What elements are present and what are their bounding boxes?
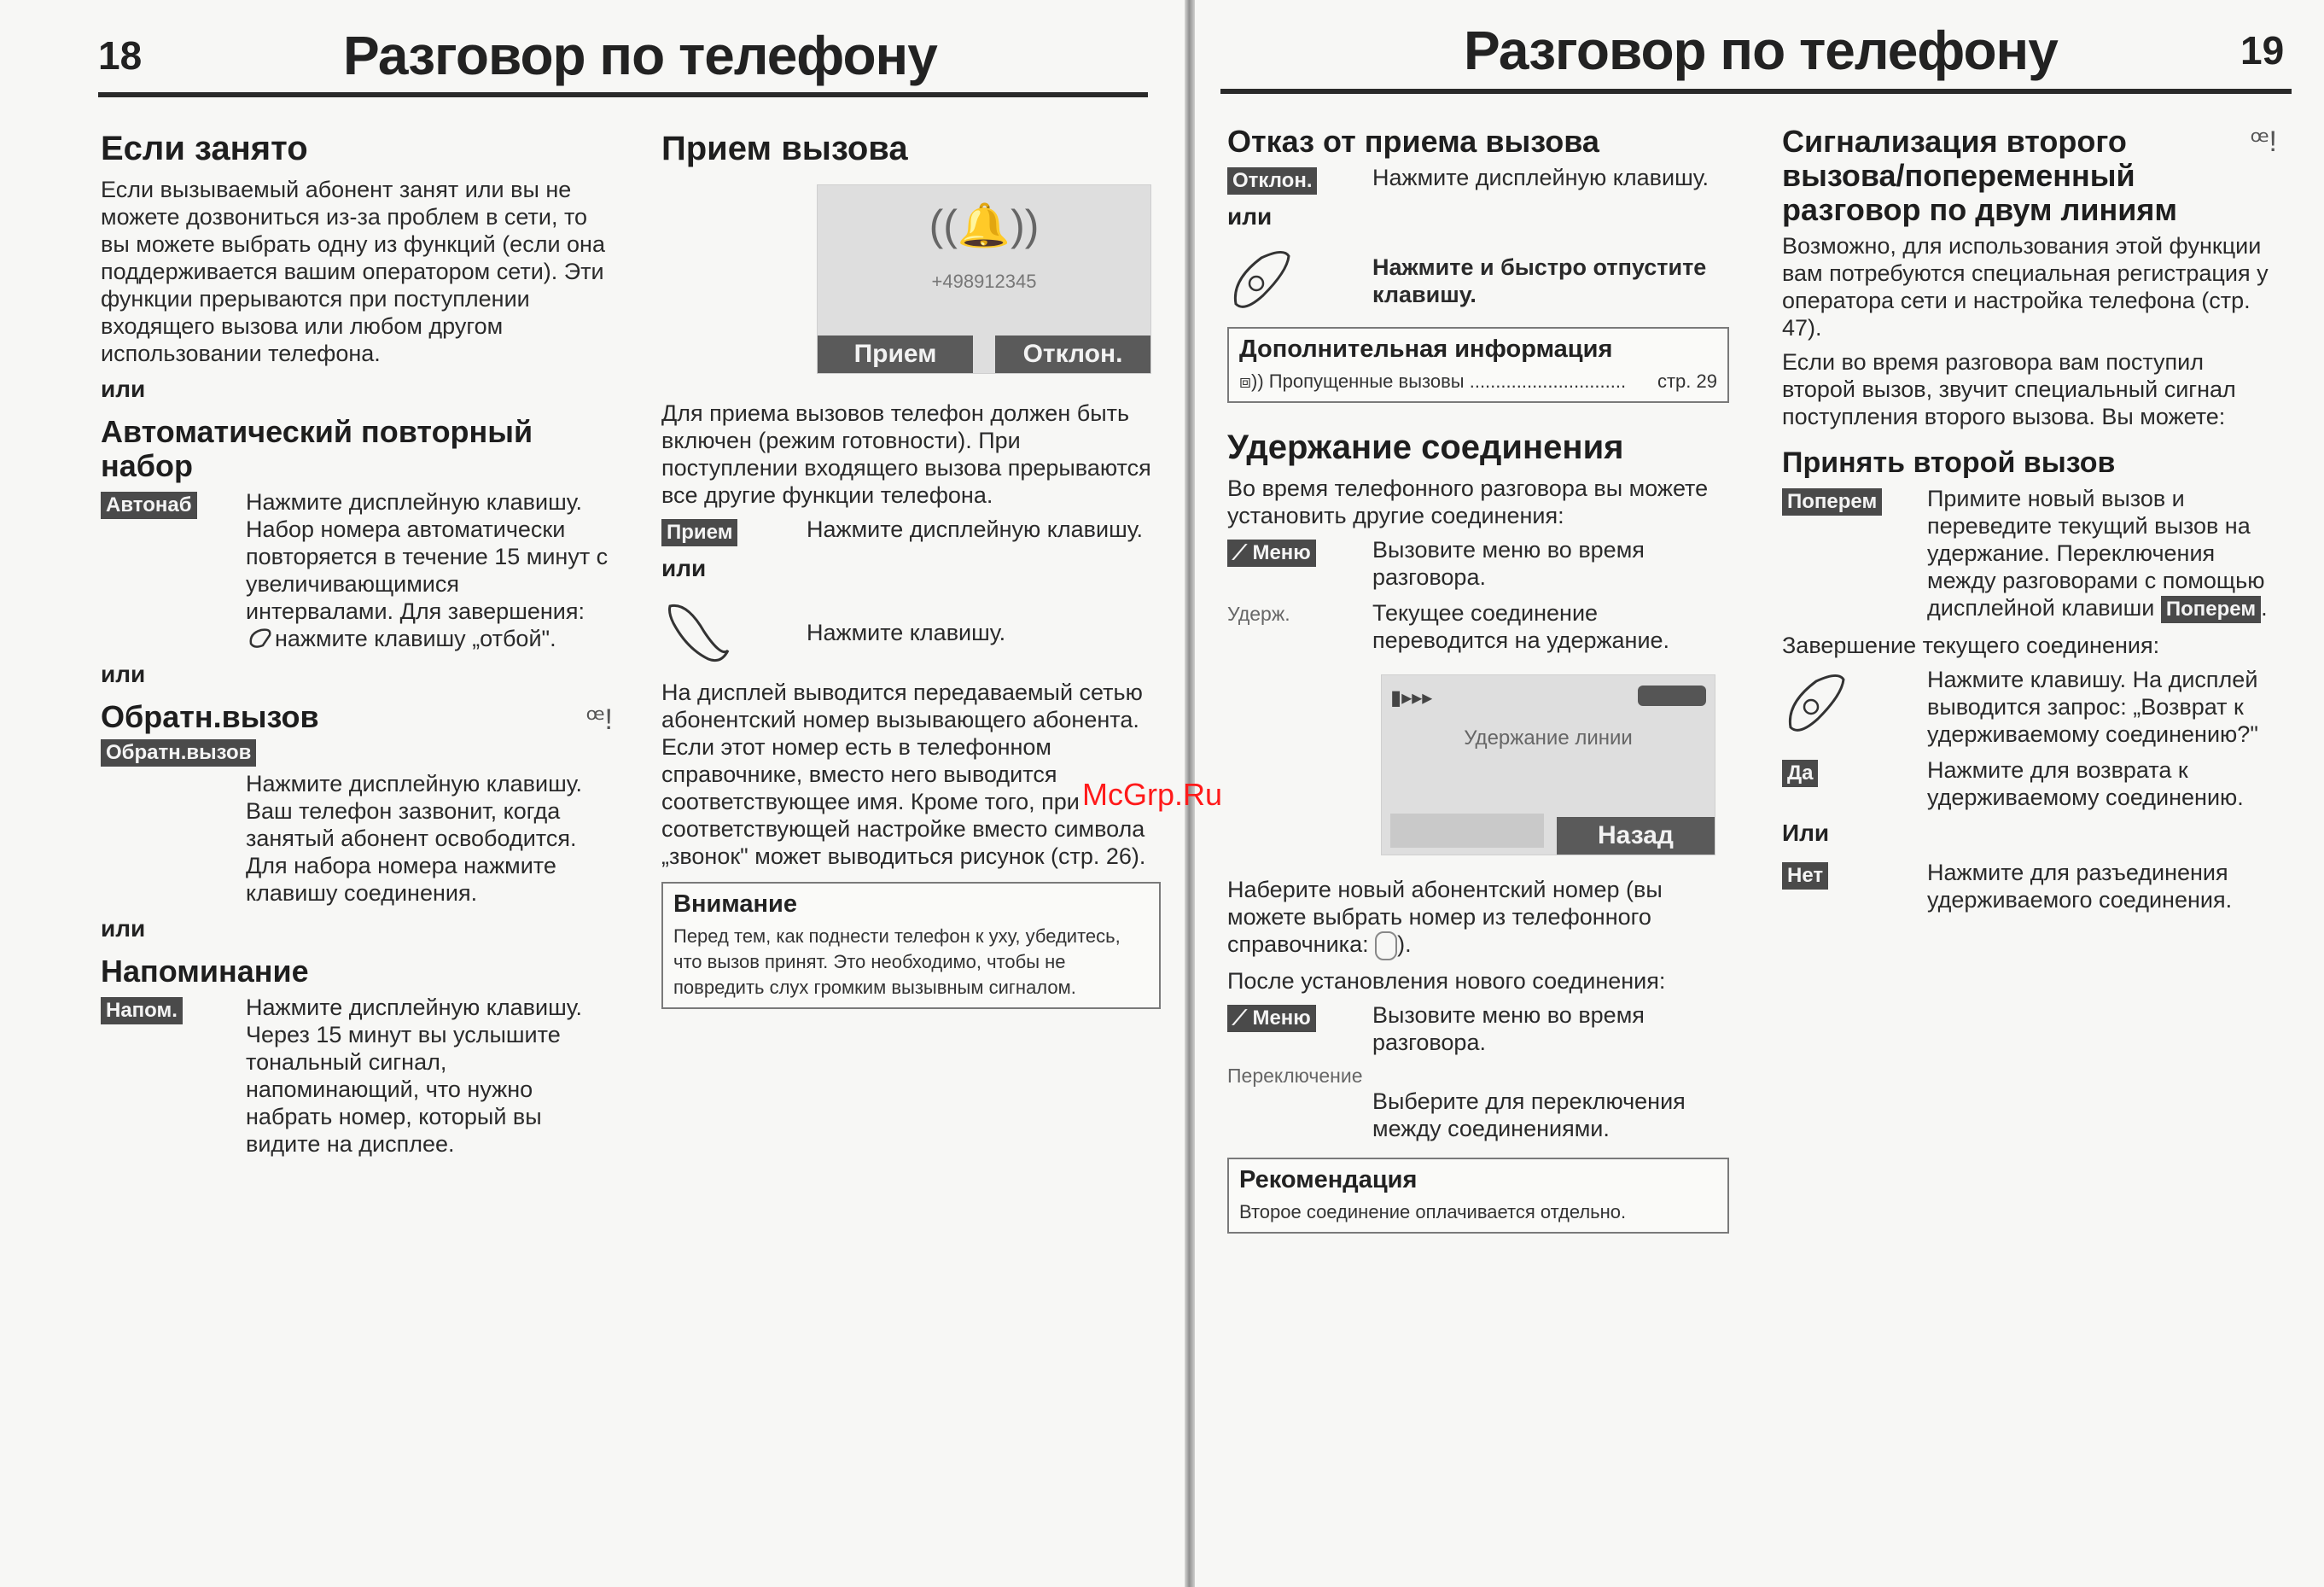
right-column-1: [1227, 125, 1731, 1234]
no-row: [1782, 859, 2277, 913]
network-service-icon: ꟹ!: [585, 703, 613, 736]
screen-reject-button[interactable]: Отклон.: [995, 335, 1150, 373]
incoming-call-screen: [817, 184, 1151, 374]
page-number-right: 19: [2240, 28, 2285, 73]
or-label: или: [101, 376, 146, 402]
dial-text: Наберите новый абонентский номер (вы можете выбрать номер из телефонного справочника: ).: [1227, 876, 1731, 960]
menu-softkey[interactable]: ⟋ Меню: [1227, 540, 1316, 567]
page-number-left: 18: [98, 33, 143, 78]
callback-softkey[interactable]: Обратн.вызов: [101, 739, 256, 767]
reject-desc: Нажмите дисплейную клавишу.: [1372, 165, 1710, 190]
caller-number: +498912345: [931, 271, 1037, 292]
missed-calls-icon: ⧈)): [1239, 370, 1264, 392]
busy-heading: Если занято: [101, 130, 308, 167]
reminder-row: [101, 994, 613, 1158]
accept-call-heading: Прием вызова: [661, 130, 908, 167]
call-waiting-heading: Сигнализация второго вызова/попеременный разговор по двум линиям: [1782, 124, 2178, 227]
screen-left-softkey[interactable]: [1390, 814, 1544, 848]
reject-softkey[interactable]: Отклон.: [1227, 167, 1317, 195]
menu2-desc: Вызовите меню во время разговора.: [1372, 1001, 1645, 1055]
switch-desc: Выберите для переключения между соединениями.: [1372, 1088, 1686, 1141]
yes-softkey[interactable]: Да: [1782, 760, 1818, 787]
call-waiting-text-2: Если во время разговора вам поступил второй вызов, звучит специальный сигнал поступления второго вызова. Вы можете:: [1782, 349, 2236, 429]
accept-desc: Нажмите дисплейную клавишу.: [807, 516, 1144, 542]
call-key-row: [661, 594, 1161, 670]
call-waiting-text-1: Возможно, для использования этой функции вам потребуются специальная регистрация у оператора сети и настройка телефона (стр. 47).: [1782, 233, 2269, 341]
switch-menu-item[interactable]: Переключение: [1227, 1064, 1363, 1087]
callback-desc: Нажмите дисплейную клавишу. Ваш телефон зазвонит, когда занятый абонент освободится. Для набора номера нажмите клавишу соединения.: [246, 771, 583, 906]
hold-heading: Удержание соединения: [1227, 429, 1624, 466]
or-label: или: [101, 661, 146, 687]
yes-desc: Нажмите для возврата к удерживаемому соединению.: [1927, 757, 2244, 810]
accept-second-heading: Принять второй вызов: [1782, 446, 2116, 479]
signal-icon: ▮▸▸▸: [1390, 686, 1433, 709]
ringing-bell-icon: ((🔔)): [929, 201, 1040, 249]
reminder-desc: Нажмите дисплейную клавишу. Через 15 минут вы услышите тональный сигнал, напоминающий, что нужно набрать номер, который вы видите на дисплее.: [246, 995, 583, 1157]
header-rule-left: [98, 92, 1148, 97]
screen-accept-button[interactable]: Прием: [818, 335, 973, 373]
auto-redial-end: нажмите клавишу „отбой".: [275, 626, 556, 651]
attention-box: [661, 882, 1161, 1009]
hold-screen-label: Удержание линии: [1464, 726, 1633, 750]
header-rule-right: [1220, 89, 2292, 94]
no-desc: Нажмите для разъединения удерживаемого соединения.: [1927, 860, 2233, 913]
right-column-2: [1782, 125, 2277, 922]
accept-softkey[interactable]: Прием: [661, 519, 737, 546]
call-key-desc: Нажмите клавишу.: [807, 619, 1006, 645]
page-title-left: Разговор по телефону: [343, 25, 937, 86]
reject-heading: Отказ от приема вызова: [1227, 124, 1599, 159]
alternate-row: Поперем Примите новый вызов и переведите текущий вызов на удержание. Переключения между разговорами с помощью дисплейной клавиши Поперем .: [1782, 485, 2277, 623]
no-softkey[interactable]: Нет: [1782, 862, 1828, 890]
caller-id-text: На дисплей выводится передаваемый сетью абонентский номер вызывающего абонента. Если этот номер есть в телефонном справочнике, вместо него выводится соответствующее имя. Кроме того, при соответствующей настройке вместо символа „звонок" может выводиться рисунок (стр. 26).: [661, 680, 1146, 869]
or-label: или: [1227, 203, 1273, 230]
hold-screen: [1381, 674, 1715, 855]
left-column-1: [101, 130, 613, 1166]
phonebook-icon: [1375, 931, 1397, 960]
hold-text: Во время телефонного разговора вы можете установить другие соединения:: [1227, 476, 1709, 528]
auto-redial-heading: Автоматический повторный набор: [101, 414, 533, 483]
or-label: или: [661, 555, 707, 581]
yes-row: [1782, 756, 2277, 811]
hold-desc: Текущее соединение переводится на удержание.: [1372, 600, 1670, 653]
end-call-key-icon[interactable]: [1227, 246, 1296, 314]
hold-row: [1227, 599, 1731, 654]
left-column-2: [661, 130, 1161, 1009]
end-key-row-2: [1782, 666, 2277, 748]
missed-calls-page: стр. 29: [1657, 370, 1717, 392]
missed-calls-item: Пропущенные вызовы: [1268, 370, 1465, 392]
end-call-key-icon: [246, 625, 275, 651]
auto-redial-softkey[interactable]: Автонаб: [101, 492, 197, 519]
recommendation-box: [1227, 1158, 1729, 1234]
reminder-heading: Напоминание: [101, 954, 309, 989]
auto-redial-desc: Нажмите дисплейную клавишу. Набор номера автоматически повторяется в течение 15 минут с увеличивающимися интервалами. Для завершения:: [246, 489, 609, 624]
reminder-softkey[interactable]: Напом.: [101, 997, 183, 1024]
menu2-softkey[interactable]: ⟋ Меню: [1227, 1005, 1316, 1032]
or-label: или: [101, 915, 146, 942]
attention-text: Перед тем, как поднести телефон к уху, убедитесь, что вызов принят. Это необходимо, чтобы не повредить слух громким вызывным сигналом.: [673, 925, 1121, 998]
auto-redial-row: [101, 488, 613, 652]
or-label: Или: [1782, 820, 1830, 846]
network-service-icon: ꟹ!: [2250, 125, 2277, 158]
alternate-desc: Примите новый вызов и переведите текущий вызов на удержание. Переключения между разговорами с помощью дисплейной клавиши: [1927, 486, 2265, 621]
extra-info-box: Дополнительная информация ⧈)) Пропущенные вызовы .............................. стр. 29: [1227, 327, 1729, 403]
recommendation-title: Рекомендация: [1239, 1165, 1418, 1193]
alternate-softkey[interactable]: Поперем: [1782, 488, 1882, 516]
watermark: McGrp.Ru: [1082, 777, 1223, 812]
menu-desc: Вызовите меню во время разговора.: [1372, 537, 1645, 590]
accept-intro-text: Для приема вызовов телефон должен быть включен (режим готовности). При поступлении входящего вызова прерываются все другие функции телефона.: [661, 400, 1151, 508]
battery-icon: [1638, 686, 1706, 706]
end-current-text: Завершение текущего соединения:: [1782, 633, 2160, 658]
call-key-icon[interactable]: [661, 598, 738, 666]
screen-back-button[interactable]: Назад: [1557, 817, 1715, 855]
accept-row: [661, 516, 1161, 546]
attention-title: Внимание: [673, 890, 797, 918]
end-key-row: [1227, 242, 1731, 318]
menu2-row: [1227, 1001, 1731, 1056]
callback-heading: Обратн.вызов: [101, 699, 319, 734]
recommendation-text: Второе соединение оплачивается отдельно.: [1239, 1200, 1627, 1222]
menu-row: [1227, 536, 1731, 591]
alternate-softkey-inline: Поперем: [2161, 596, 2261, 623]
reject-row: [1227, 164, 1731, 195]
hold-softkey[interactable]: Удерж.: [1227, 603, 1290, 625]
page-title-right: Разговор по телефону: [1464, 20, 2058, 81]
end-current-desc: Нажмите клавишу. На дисплей выводится запрос: „Возврат к удерживаемому соединению?": [1927, 667, 2258, 747]
busy-text: Если вызываемый абонент занят или вы не можете дозвониться из-за проблем в сети, то вы можете выбрать одну из функций (если она поддерживается вашим оператором сети). Эти функции прерываются при поступлении входящего вызова или любом другом использовании телефона.: [101, 177, 605, 366]
end-call-key-icon[interactable]: [1782, 669, 1850, 738]
extra-info-title: Дополнительная информация: [1239, 335, 1613, 363]
after-connect-text: После установления нового соединения:: [1227, 967, 1666, 994]
press-release-desc: Нажмите и быстро отпустите клавишу.: [1372, 254, 1707, 307]
